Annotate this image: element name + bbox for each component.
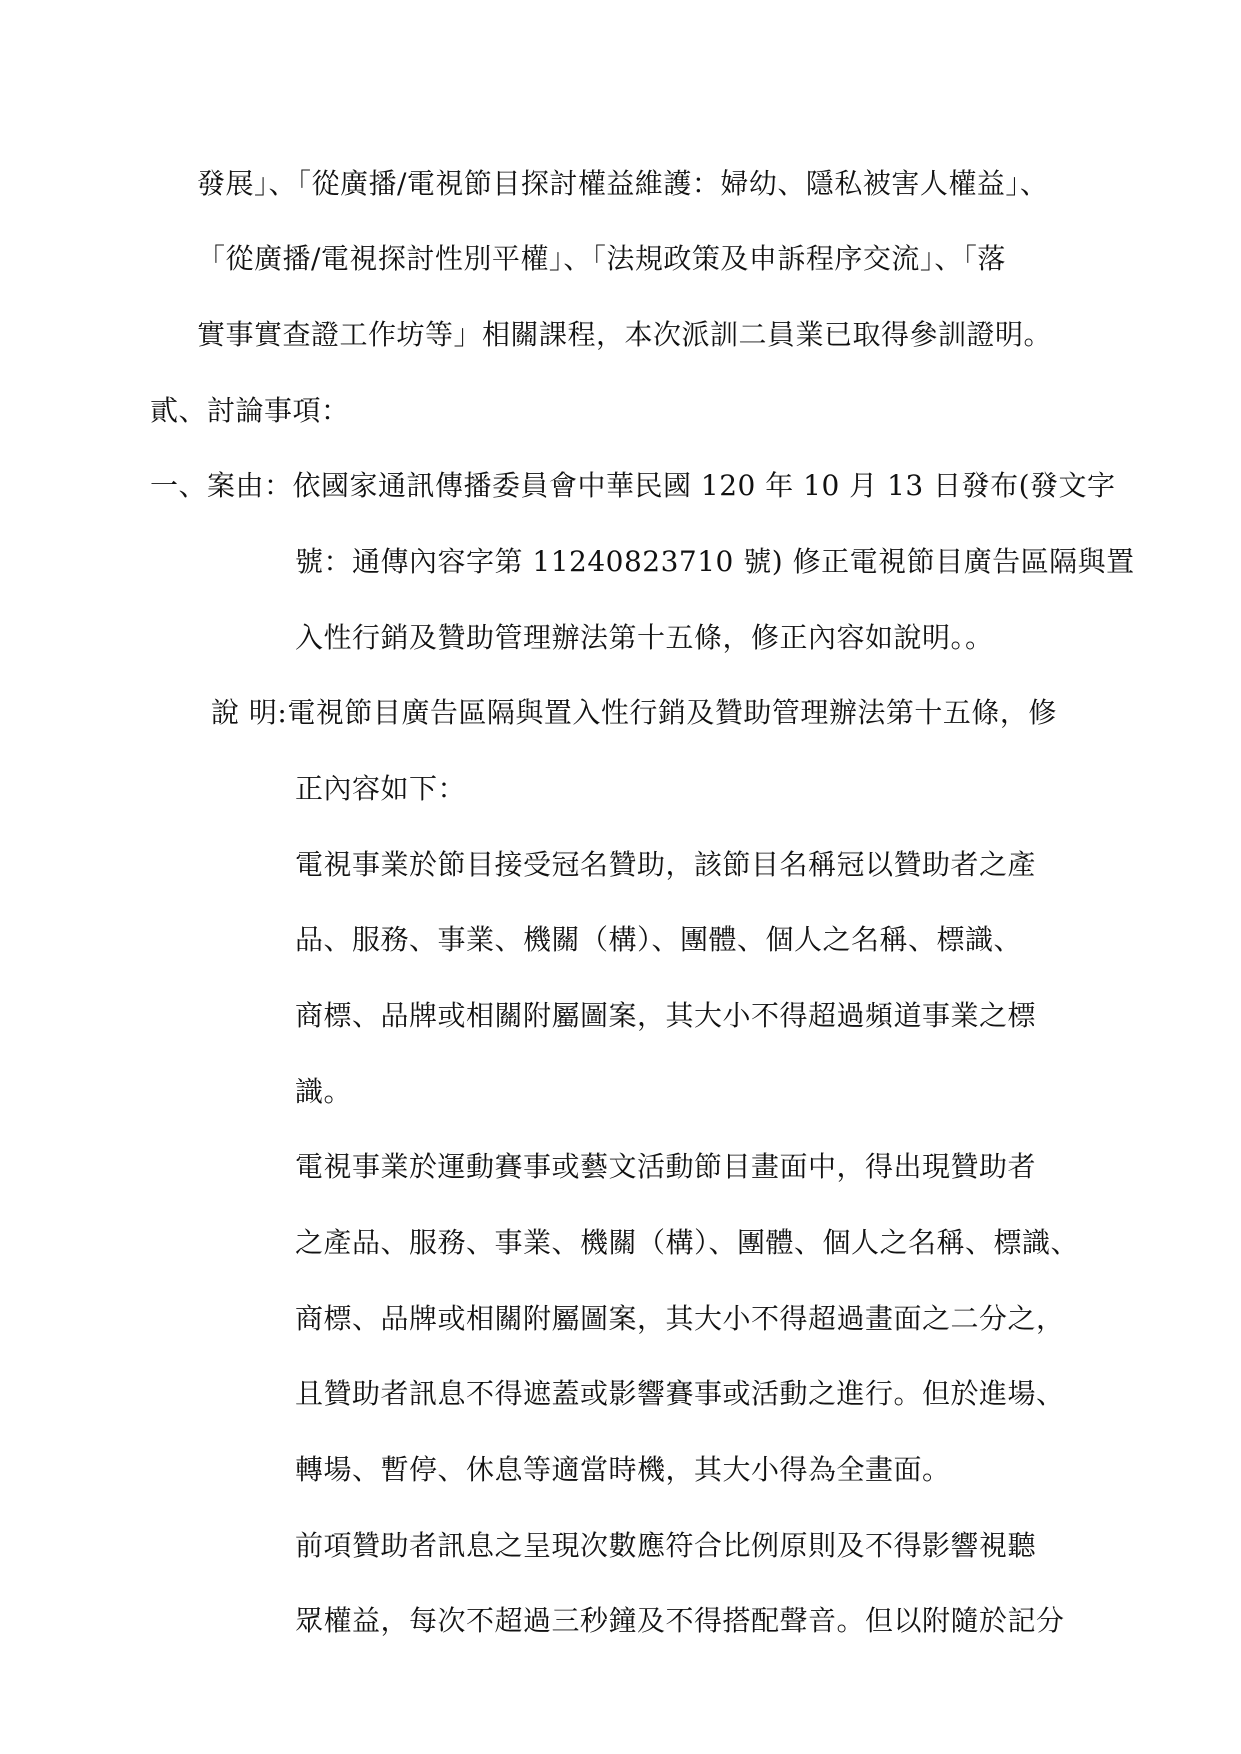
provision-line: 眾權益，每次不超過三秒鐘及不得搭配聲音。但以附隨於記分 xyxy=(295,1604,1065,1637)
case-title-line: 一、案由：依國家通訊傳播委員會中華民國 120 年 10 月 13 日發布(發文字 xyxy=(150,469,1116,502)
provision-line: 品、服務、事業、機關（構）、團體、個人之名稱、標識、 xyxy=(295,923,1023,956)
provision-line: 商標、品牌或相關附屬圖案，其大小不得超過頻道事業之標 xyxy=(295,999,1037,1032)
text-line: 實事實查證工作坊等」相關課程，本次派訓二員業已取得參訓證明。 xyxy=(197,318,1053,351)
provision-line: 前項贊助者訊息之呈現次數應符合比例原則及不得影響視聽 xyxy=(295,1529,1037,1562)
provision-line: 之產品、服務、事業、機關（構）、團體、個人之名稱、標識、 xyxy=(295,1226,1080,1259)
case-title-line: 號：通傳內容字第 11240823710 號) 修正電視節目廣告區隔與置 xyxy=(295,545,1135,578)
text-line: 發展」、「從廣播/電視節目探討權益維護：婦幼、隱私被害人權益」、 xyxy=(197,167,1049,200)
case-title-line: 入性行銷及贊助管理辦法第十五條，修正內容如說明。。 xyxy=(295,621,994,654)
explanation-line: 正內容如下： xyxy=(295,772,467,805)
explanation-line: 說 明:電視節目廣告區隔與置入性行銷及贊助管理辦法第十五條，修 xyxy=(211,696,1057,729)
provision-line: 且贊助者訊息不得遮蓋或影響賽事或活動之進行。但於進場、 xyxy=(295,1377,1065,1410)
provision-line: 電視事業於節目接受冠名贊助，該節目名稱冠以贊助者之產 xyxy=(295,848,1037,881)
provision-line: 識。 xyxy=(295,1075,353,1108)
provision-line: 商標、品牌或相關附屬圖案，其大小不得超過畫面之二分之， xyxy=(295,1302,1065,1335)
provision-line: 轉場、暫停、休息等適當時機，其大小得為全畫面。 xyxy=(295,1453,951,1486)
text-line: 「從廣播/電視探討性別平權」、「法規政策及申訴程序交流」、「落 xyxy=(197,242,1006,275)
section-heading: 貳、討論事項： xyxy=(150,394,350,427)
provision-line: 電視事業於運動賽事或藝文活動節目畫面中，得出現贊助者 xyxy=(295,1150,1037,1183)
